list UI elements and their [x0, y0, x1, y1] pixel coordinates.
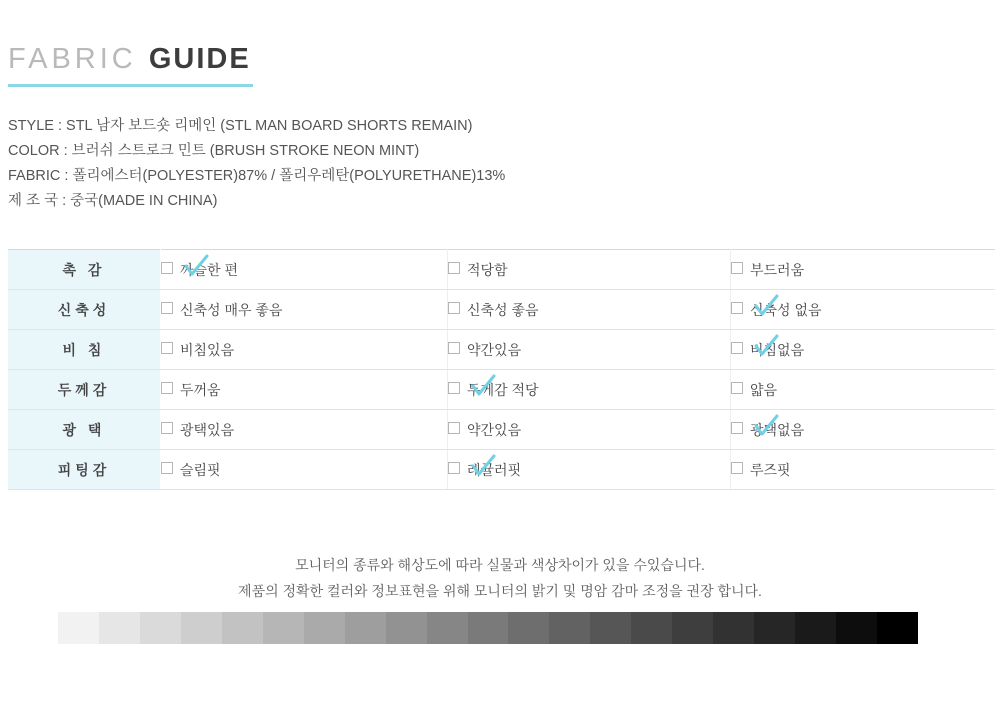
grayscale-swatch: [549, 612, 590, 644]
grayscale-swatch: [713, 612, 754, 644]
grayscale-swatch: [140, 612, 181, 644]
checkbox-icon[interactable]: [448, 302, 460, 314]
option-cell[interactable]: [448, 370, 731, 410]
option-cell[interactable]: [448, 410, 731, 450]
option-cell[interactable]: [731, 330, 996, 370]
option-label: 약간있음: [467, 421, 522, 438]
option-label: 신축성 좋음: [467, 301, 539, 318]
product-spec-list: [8, 114, 505, 214]
row-label-elasticity: 신축성: [8, 290, 161, 330]
checkbox-icon[interactable]: [161, 382, 173, 394]
checkbox-icon[interactable]: [161, 302, 173, 314]
monitor-disclaimer: [0, 552, 1000, 604]
grayscale-calibration-bar: [58, 612, 918, 644]
grayscale-swatch: [877, 612, 918, 644]
option-label: 광택없음: [750, 421, 805, 438]
grayscale-swatch: [836, 612, 877, 644]
option-label: 두께감 적당: [467, 381, 539, 398]
grayscale-swatch: [427, 612, 468, 644]
checkbox-icon[interactable]: [161, 342, 173, 354]
page-title-guide: GUIDE: [148, 43, 251, 75]
checkbox-icon[interactable]: [161, 462, 173, 474]
checkbox-icon[interactable]: [731, 342, 743, 354]
option-cell[interactable]: [448, 450, 731, 490]
table-row: [8, 290, 995, 330]
option-cell[interactable]: [448, 290, 731, 330]
row-label-gloss: 광 택: [8, 410, 161, 450]
option-label: 비침없음: [750, 341, 805, 358]
checkbox-icon[interactable]: [448, 262, 460, 274]
option-label: 슬림핏: [180, 461, 221, 478]
row-label-texture: 촉 감: [8, 250, 161, 290]
spec-color: COLOR : 브러쉬 스트로크 민트 (BRUSH STROKE NEON MINT): [8, 143, 420, 159]
option-cell[interactable]: [161, 290, 448, 330]
checkbox-icon[interactable]: [731, 262, 743, 274]
grayscale-swatch: [263, 612, 304, 644]
grayscale-swatch: [181, 612, 222, 644]
option-cell[interactable]: [731, 290, 996, 330]
option-label: 신축성 없음: [750, 301, 822, 318]
option-cell[interactable]: [731, 410, 996, 450]
grayscale-swatch: [672, 612, 713, 644]
checkbox-icon[interactable]: [448, 382, 460, 394]
page-title: [8, 42, 253, 87]
checkbox-icon[interactable]: [161, 422, 173, 434]
row-label-fitting: 피팅감: [8, 450, 161, 490]
option-cell[interactable]: [731, 250, 996, 290]
fabric-table-body: [8, 250, 995, 490]
option-label: 부드러움: [750, 261, 805, 278]
row-label-thickness: 두께감: [8, 370, 161, 410]
option-cell[interactable]: [161, 330, 448, 370]
row-label-transparency: 비 침: [8, 330, 161, 370]
grayscale-swatch: [590, 612, 631, 644]
option-label: 광택있음: [180, 421, 235, 438]
grayscale-swatch: [386, 612, 427, 644]
grayscale-swatch: [345, 612, 386, 644]
option-cell[interactable]: [731, 450, 996, 490]
disclaimer-line-1: 모니터의 종류와 해상도에 따라 실물과 색상차이가 있을 수있습니다.: [295, 557, 705, 573]
title-underline: [8, 84, 253, 87]
grayscale-swatch: [508, 612, 549, 644]
option-label: 적당함: [467, 261, 508, 278]
option-label: 약간있음: [467, 341, 522, 358]
checkbox-icon[interactable]: [448, 342, 460, 354]
grayscale-swatch: [754, 612, 795, 644]
option-cell[interactable]: [161, 250, 448, 290]
table-row: [8, 450, 995, 490]
checkbox-icon[interactable]: [731, 422, 743, 434]
option-label: 비침있음: [180, 341, 235, 358]
option-label: 얇음: [750, 381, 778, 398]
option-label: 까슬한 편: [180, 261, 238, 278]
option-cell[interactable]: [731, 370, 996, 410]
checkbox-icon[interactable]: [448, 462, 460, 474]
grayscale-swatch: [304, 612, 345, 644]
grayscale-swatch: [99, 612, 140, 644]
grayscale-swatch: [795, 612, 836, 644]
option-cell[interactable]: [448, 330, 731, 370]
option-label: 레귤러핏: [467, 461, 522, 478]
table-row: [8, 410, 995, 450]
disclaimer-line-2: 제품의 정확한 컬러와 정보표현을 위해 모니터의 밝기 및 명암 감마 조정을 권장 합니다.: [238, 583, 762, 599]
spec-origin: 제 조 국 : 중국(MADE IN CHINA): [8, 193, 218, 209]
spec-style: STYLE : STL 남자 보드숏 리메인 (STL MAN BOARD SHORTS REMAIN): [8, 118, 473, 134]
grayscale-swatch: [631, 612, 672, 644]
grayscale-swatch: [468, 612, 509, 644]
checkbox-icon[interactable]: [161, 262, 173, 274]
table-row: [8, 370, 995, 410]
checkbox-icon[interactable]: [731, 382, 743, 394]
fabric-property-table: [8, 249, 995, 490]
grayscale-swatch: [222, 612, 263, 644]
option-cell[interactable]: [161, 410, 448, 450]
option-cell[interactable]: [448, 250, 731, 290]
checkbox-icon[interactable]: [731, 462, 743, 474]
option-label: 루즈핏: [750, 461, 791, 478]
option-cell[interactable]: [161, 450, 448, 490]
grayscale-swatch: [58, 612, 99, 644]
spec-fabric: FABRIC : 폴리에스터(POLYESTER)87% / 폴리우레탄(POLYURETHANE)13%: [8, 168, 506, 184]
table-row: [8, 250, 995, 290]
option-label: 두꺼움: [180, 381, 221, 398]
table-row: [8, 330, 995, 370]
checkbox-icon[interactable]: [448, 422, 460, 434]
page-title-fabric: FABRIC: [8, 43, 137, 75]
option-cell[interactable]: [161, 370, 448, 410]
option-label: 신축성 매우 좋음: [180, 301, 283, 318]
checkbox-icon[interactable]: [731, 302, 743, 314]
